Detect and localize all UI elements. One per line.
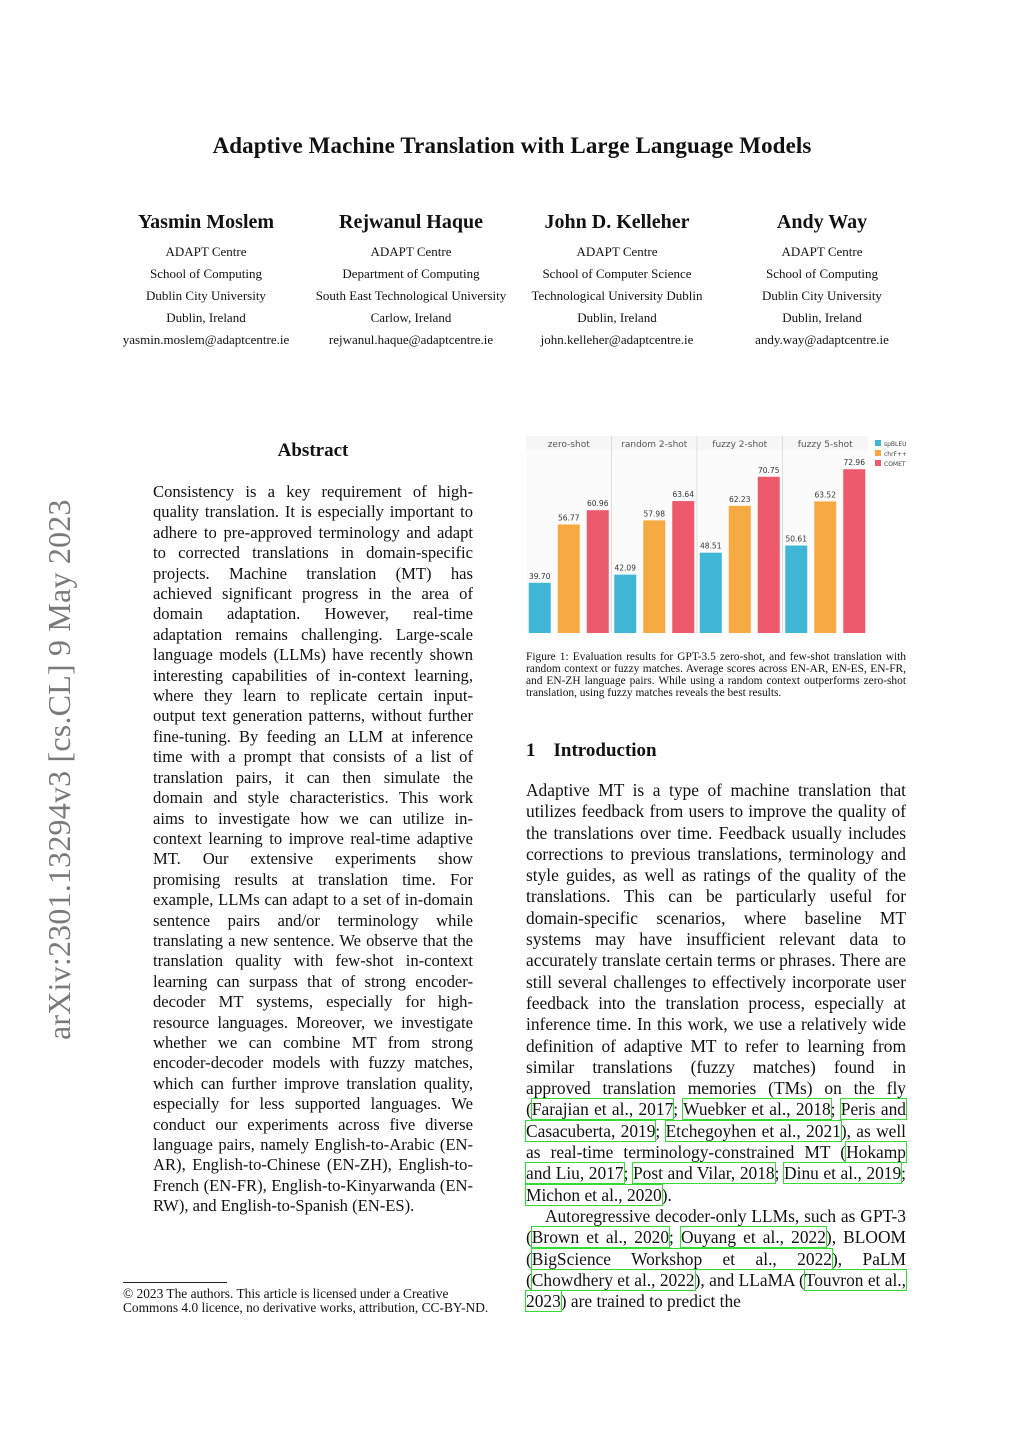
bar xyxy=(558,525,580,633)
citation-link[interactable]: Dinu et al., 2019 xyxy=(784,1163,902,1184)
citation-link[interactable]: Etchegoyhen et al., 2021 xyxy=(665,1120,841,1141)
license-footnote: © 2023 The authors. This article is licensed under a Creative Commons 4.0 licence, no derivative works, attribution, CC-BY-ND. xyxy=(123,1286,489,1315)
citation-link[interactable]: Touvron et al., 2023 xyxy=(526,1269,907,1312)
abstract-heading: Abstract xyxy=(277,440,349,461)
author-email: john.kelleher@adaptcentre.ie xyxy=(540,332,694,347)
citation-link[interactable]: Brown et al., 2020 xyxy=(531,1227,670,1248)
citation-link[interactable]: Michon et al., 2020 xyxy=(526,1184,662,1205)
arxiv-identifier: arXiv:2301.13294v3 [cs.CL] 9 May 2023 xyxy=(41,499,77,1040)
bar xyxy=(814,501,836,633)
author-block xyxy=(86,211,326,351)
legend-swatch xyxy=(875,450,881,456)
bar xyxy=(758,477,780,633)
bar xyxy=(729,506,751,633)
bar-chart xyxy=(526,436,906,636)
data-label: 48.51 xyxy=(700,541,722,551)
author-institution: Technological University Dublin xyxy=(531,288,703,303)
author-affiliation: ADAPT Centre xyxy=(165,244,247,259)
author-institution: Dublin City University xyxy=(146,288,266,303)
legend-label: COMET xyxy=(884,461,906,468)
section-number: 1 xyxy=(526,740,536,761)
citation-link[interactable]: Peris and Casacuberta, 2019 xyxy=(526,1099,906,1141)
author-location: Carlow, Ireland xyxy=(370,310,452,325)
bar xyxy=(785,546,807,633)
legend-label: chrF++ xyxy=(884,451,906,458)
data-label: 60.96 xyxy=(587,499,609,509)
abstract-text: Consistency is a key requirement of high-quality translation. It is especially important to adhere to pre-approved terminology and adapt to corrected translations in domain-specific projects. Machine translation (MT) has achieved significant progress in the area of domain adaptation. However, real-time adaptation remains challenging. Large-scale language models (LLMs) have recently shown interesting capabilities of in-context learning, where they learn to replicate certain input-output text generation patterns, without further fine-tuning. By feeding an LLM at inference time with a prompt that consists of a list of translation pairs, it can then simulate the domain and style characteristics. This work aims to investigate how we can utilize in-context learning to improve real-time adaptive MT. Our extensive experiments show promising results at translation time. For example, LLMs can adapt to a set of in-domain sentence pairs and/or terminology while translating a new sentence. We observe that the translation quality with few-shot in-context learning can surpass that of strong encoder-decoder MT systems, especially for high-resource languages. Moreover, we investigate whether we can combine MT from strong encoder-decoder models with fuzzy matches, which can further improve translation quality, especially for less supported languages. We conduct our experiments across five diverse language pairs, namely English-to-Arabic (EN-AR), English-to-Chinese (EN-ZH), English-to-French (EN-FR), English-to-Kinyarwanda (EN-RW), and English-to-Spanish (EN-ES). xyxy=(153,482,473,1216)
author-name: Andy Way xyxy=(776,211,868,233)
bar xyxy=(700,553,722,633)
legend-swatch xyxy=(875,440,881,446)
data-label: 57.98 xyxy=(643,509,665,519)
category-label: fuzzy 2-shot xyxy=(712,440,768,450)
data-label: 63.52 xyxy=(814,490,836,500)
figure-caption: Figure 1: Evaluation results for GPT-3.5 zero-shot, and few-shot translation with random context or fuzzy matches. Average scores across EN-AR, EN-ES, EN-FR, and EN-ZH language pairs. While using a random context outperforms zero-shot translation, using fuzzy matches reveals the best results. xyxy=(526,651,906,699)
author-institution: South East Technological University xyxy=(315,288,507,303)
author-block xyxy=(291,211,531,351)
author-affiliation: ADAPT Centre xyxy=(576,244,658,259)
citation-link[interactable]: Chowdhery et al., 2022 xyxy=(531,1269,695,1290)
bar xyxy=(614,575,636,633)
data-label: 70.75 xyxy=(758,465,780,475)
author-block xyxy=(702,211,942,351)
bar xyxy=(843,469,865,633)
author-location: Dublin, Ireland xyxy=(166,310,246,325)
citation-link[interactable]: Wuebker et al., 2018 xyxy=(683,1099,831,1120)
bar xyxy=(672,501,694,633)
section-heading xyxy=(526,740,657,762)
bar xyxy=(529,583,551,633)
author-block xyxy=(497,211,737,351)
paragraph: Adaptive MT is a type of machine translation that utilizes feedback from users to improve the quality of the translations over time. Feedback usually includes corrections to previous translations, terminology and style guides, as well as ratings of the quality of the translations. This can be particularly useful for domain-specific scenarios, where baseline MT systems may have insufficient relevant data to accurately translate certain terms or phrases. There are still several challenges to effectively incorporate user feedback into the translation process, especially at inference time. In this work, we use a relatively wide definition of adaptive MT to refer to learning from similar translations (fuzzy matches) found in approved translation memories (TMs) on the fly (Farajian et al., 2017; Wuebker et al., 2018; Peris and Casacuberta, 2019; Etchegoyhen et al., 2021), as well as real-time terminology-constrained MT (Hokamp and Liu, 2017; Post and Vilar, 2018; Dinu et al., 2019; Michon et al., 2020). xyxy=(526,780,907,1205)
data-label: 42.09 xyxy=(614,563,636,573)
paper-title: Adaptive Machine Translation with Large Language Models xyxy=(212,133,812,158)
citation-link[interactable]: Farajian et al., 2017 xyxy=(531,1099,674,1120)
footnote-divider xyxy=(123,1282,227,1283)
data-label: 72.96 xyxy=(843,458,865,468)
section-title: Introduction xyxy=(553,740,657,761)
figure-chart xyxy=(526,436,906,636)
author-affiliation: ADAPT Centre xyxy=(370,244,452,259)
legend-label: spBLEU xyxy=(884,441,906,448)
citation-link[interactable]: Post and Vilar, 2018 xyxy=(632,1163,775,1184)
author-location: Dublin, Ireland xyxy=(782,310,862,325)
category-label: zero-shot xyxy=(547,440,590,450)
data-label: 62.23 xyxy=(729,494,751,504)
category-label: random 2-shot xyxy=(621,440,688,450)
citation-link[interactable]: BigScience Workshop et al., 2022 xyxy=(531,1248,832,1269)
author-department: School of Computing xyxy=(766,266,878,281)
bar xyxy=(587,510,609,633)
introduction-text xyxy=(526,780,906,1312)
bar xyxy=(643,520,665,633)
author-location: Dublin, Ireland xyxy=(577,310,657,325)
legend-swatch xyxy=(875,460,881,466)
author-department: Department of Computing xyxy=(342,266,480,281)
author-name: John D. Kelleher xyxy=(544,211,690,233)
author-affiliation: ADAPT Centre xyxy=(781,244,863,259)
data-label: 63.64 xyxy=(672,490,694,500)
author-email: yasmin.moslem@adaptcentre.ie xyxy=(122,332,290,347)
author-name: Yasmin Moslem xyxy=(137,211,275,233)
data-label: 50.61 xyxy=(785,534,807,544)
author-institution: Dublin City University xyxy=(762,288,882,303)
author-email: andy.way@adaptcentre.ie xyxy=(755,332,889,347)
citation-link[interactable]: Ouyang et al., 2022 xyxy=(680,1227,826,1248)
paragraph: Autoregressive decoder-only LLMs, such as GPT-3 (Brown et al., 2020; Ouyang et al., 2022), BLOOM (BigScience Workshop et al., 2022), PaLM (Chowdhery et al., 2022), and LLaMA (Touvron et al., 2023) are trained to predict the xyxy=(526,1205,907,1312)
category-label: fuzzy 5-shot xyxy=(797,440,853,450)
data-label: 39.70 xyxy=(529,571,551,581)
author-name: Rejwanul Haque xyxy=(339,211,483,233)
author-department: School of Computer Science xyxy=(542,266,692,281)
author-department: School of Computing xyxy=(150,266,262,281)
data-label: 56.77 xyxy=(558,513,580,523)
author-email: rejwanul.haque@adaptcentre.ie xyxy=(328,332,494,347)
citation-link[interactable]: Hokamp and Liu, 2017 xyxy=(526,1142,906,1184)
